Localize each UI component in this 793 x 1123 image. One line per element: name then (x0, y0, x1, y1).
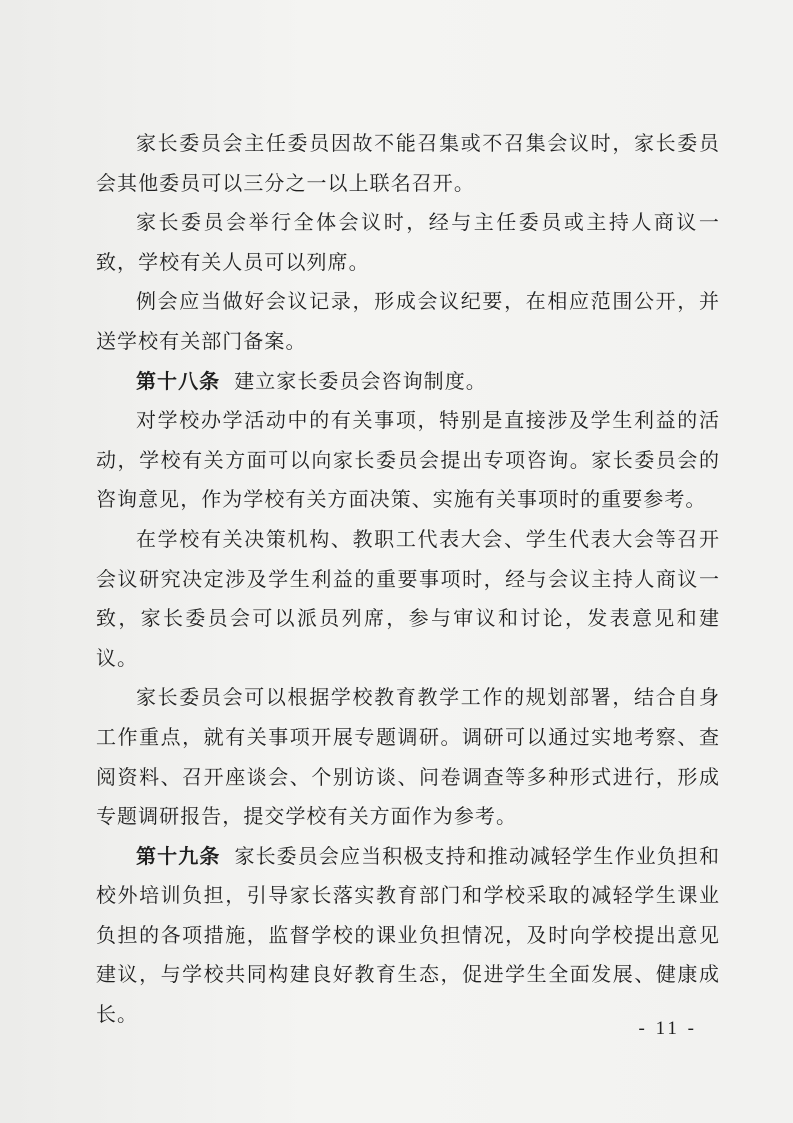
page-number: - 11 - (638, 1018, 697, 1039)
document-body (96, 124, 720, 1035)
article-number: 第十九条 (136, 843, 221, 868)
paragraph-text: 家长委员会举行全体会议时，经与主任委员或主持人商议一致，学校有关人员可以列席。 (96, 210, 720, 274)
paragraph-text: 对学校办学活动中的有关事项，特别是直接涉及学生利益的活动，学校有关方面可以向家长委员会提出专项咨询。家长委员会的咨询意见，作为学校有关方面决策、实施有关事项时的重要参考。 (96, 408, 720, 512)
paragraph-text: 家长委员会可以根据学校教育教学工作的规划部署，结合自身工作重点，就有关事项开展专题调研。调研可以通过实地考察、查阅资料、召开座谈会、个别访谈、问卷调查等多种形式进行，形成专题调研报告，提交学校有关方面作为参考。 (96, 685, 720, 829)
paragraph-text: 例会应当做好会议记录，形成会议纪要，在相应范围公开，并送学校有关部门备案。 (96, 289, 720, 353)
paragraph-text: 建立家长委员会咨询制度。 (234, 368, 487, 393)
paragraph-text: 家长委员会主任委员因故不能召集或不召集会议时，家长委员会其他委员可以三分之一以上联名召开。 (96, 131, 720, 195)
paragraph (96, 401, 720, 520)
paragraph (96, 124, 720, 203)
article-paragraph (96, 837, 720, 1035)
paragraph-text: 在学校有关决策机构、教职工代表大会、学生代表大会等召开会议研究决定涉及学生利益的重要事项时，经与会议主持人商议一致，家长委员会可以派员列席，参与审议和讨论，发表意见和建议。 (96, 526, 720, 670)
paragraph (96, 520, 720, 678)
paragraph (96, 282, 720, 361)
article-number: 第十八条 (136, 368, 221, 393)
paragraph-text: 家长委员会应当积极支持和推动减轻学生作业负担和校外培训负担，引导家长落实教育部门和学校采取的减轻学生课业负担的各项措施，监督学校的课业负担情况，及时向学校提出意见建议，与学校共同构建良好教育生态，促进学生全面发展、健康成长。 (96, 843, 720, 1027)
article-paragraph (96, 362, 720, 402)
paragraph (96, 203, 720, 282)
paragraph (96, 678, 720, 836)
